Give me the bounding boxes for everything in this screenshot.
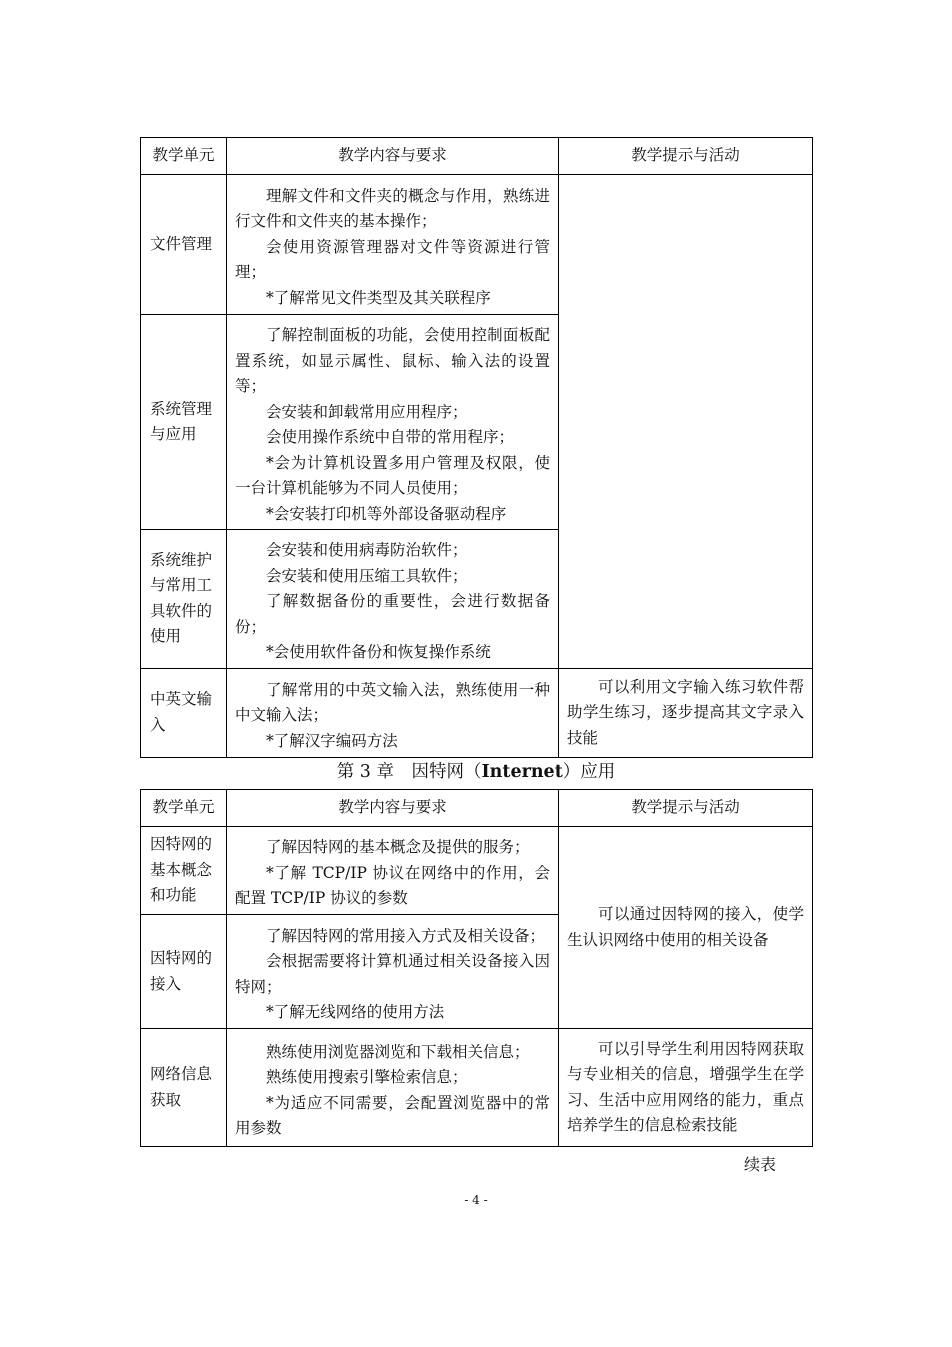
content-line: 会使用操作系统中自带的常用程序； [266,428,515,446]
hint-cell: 可以引导学生利用因特网获取与专业相关的信息，增强学生在学习、生活中应用网络的能力，重点培养学生的信息检索技能 [559,1029,813,1147]
content-line: *了解 TCP/IP 协议在网络中的作用，会配置 TCP/IP 协议的参数 [235,863,550,908]
hint-cell: 可以利用文字输入练习软件帮助学生练习，逐步提高其文字录入技能 [559,668,813,758]
content-line: 会使用资源管理器对文件等资源进行管理； [235,237,550,282]
table-row [141,827,813,915]
teaching-table-1 [140,137,813,758]
hint-cell-empty [559,175,813,669]
chapter-heading [0,759,952,785]
unit-cell: 中英文输入 [141,668,227,758]
content-line: 会安装和使用病毒防治软件； [266,541,468,559]
unit-cell: 系统维护与常用工具软件的使用 [141,530,227,669]
table-header-row [141,790,813,827]
content-cell [227,915,559,1029]
hint-cell: 可以通过因特网的接入，使学生认识网络中使用的相关设备 [559,827,813,1029]
header-hint: 教学提示与活动 [559,790,813,827]
content-line: 会根据需要将计算机通过相关设备接入因特网； [235,952,550,996]
unit-cell: 文件管理 [141,175,227,315]
continued-label: 续表 [744,1155,777,1174]
content-cell [227,827,559,915]
content-cell [227,315,559,530]
content-line: 了解因特网的基本概念及提供的服务； [266,838,530,857]
header-unit: 教学单元 [141,138,227,175]
content-cell [227,175,559,315]
header-content: 教学内容与要求 [227,138,559,175]
chapter-suffix: ）应用 [562,762,616,782]
page-number: - 4 - [464,1193,488,1207]
content-line: 了解常用的中英文输入法，熟练使用一种中文输入法； [235,680,550,724]
content-line: 会安装和使用压缩工具软件； [266,566,468,585]
content-line: *了解汉字编码方法 [266,731,398,750]
content-cell [227,668,559,758]
content-line: *会安装打印机等外部设备驱动程序 [266,504,507,523]
content-line: 了解控制面板的功能，会使用控制面板配置系统，如显示属性、鼠标、输入法的设置等； [235,326,550,395]
content-line: 熟练使用搜索引擎检索信息； [266,1068,468,1086]
content-line: *为适应不同需要，会配置浏览器中的常用参数 [235,1093,550,1137]
unit-cell: 网络信息获取 [141,1029,227,1147]
header-content: 教学内容与要求 [227,790,559,827]
table-header-row [141,138,813,175]
content-line: 熟练使用浏览器浏览和下载相关信息； [266,1042,530,1061]
teaching-table-2 [140,789,813,1147]
chapter-prefix: 第 3 章 因特网（ [336,762,482,782]
unit-cell: 因特网的基本概念和功能 [141,827,227,915]
content-line: 理解文件和文件夹的概念与作用，熟练进行文件和文件夹的基本操作； [235,186,550,231]
content-line: *会使用软件备份和恢复操作系统 [266,643,491,661]
table-row [141,1029,813,1147]
content-line: 会安装和卸载常用应用程序； [266,402,468,421]
table-row [141,668,813,758]
content-line: 了解数据备份的重要性，会进行数据备份； [235,592,550,636]
content-line: *了解无线网络的使用方法 [266,1003,445,1021]
content-cell [227,530,559,669]
header-hint: 教学提示与活动 [559,138,813,175]
chapter-english-term: Internet [481,762,563,782]
unit-cell: 因特网的接入 [141,915,227,1029]
unit-cell: 系统管理与应用 [141,315,227,530]
content-cell [227,1029,559,1147]
content-line: *了解常见文件类型及其关联程序 [266,288,491,307]
header-unit: 教学单元 [141,790,227,827]
content-line: *会为计算机设置多用户管理及权限，使一台计算机能够为不同人员使用； [235,453,550,497]
content-line: 了解因特网的常用接入方式及相关设备； [266,926,546,945]
table-row [141,175,813,315]
